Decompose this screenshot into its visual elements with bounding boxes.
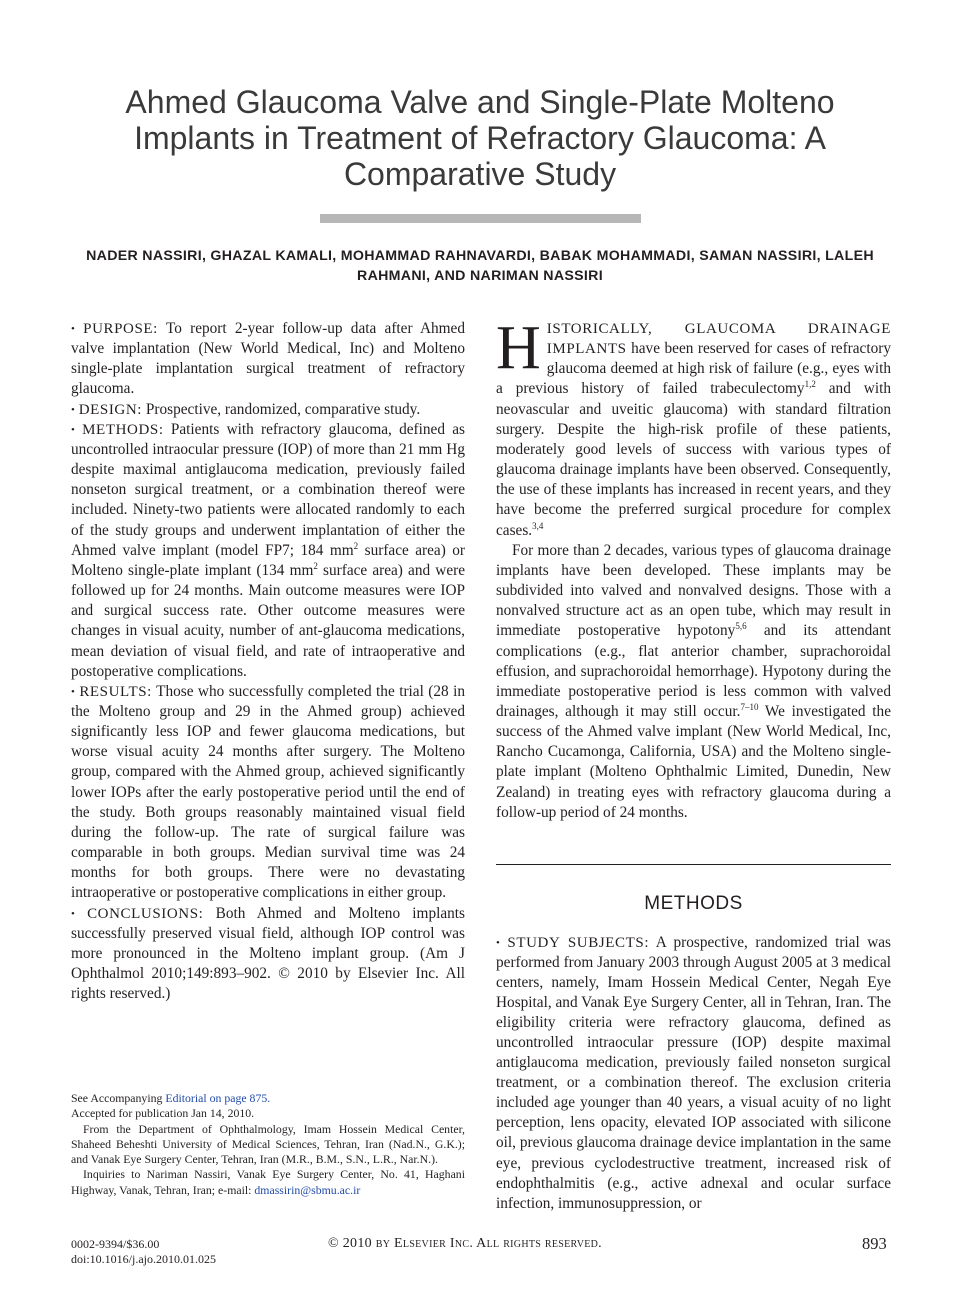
- design-text: Prospective, randomized, comparative study.: [145, 400, 421, 418]
- intro-text: have been reserved for cases of refractory glaucoma deemed at high risk of failure (e.g., eyes with a previous history of failed trabeculectomy: [496, 340, 891, 398]
- intro-text: For more than 2 decades, various types of glaucoma drainage implants have been developed. These implants may be subdivided into valved and nonvalved designs. Those with a nonvalved structure act as an open tube, which may result in immediate postoperative hypotony: [496, 541, 891, 640]
- abstract-design: [71, 400, 465, 420]
- bullet-icon: •: [71, 907, 75, 920]
- methods-label: METHODS:: [82, 421, 164, 438]
- citation: 3,4: [532, 520, 544, 531]
- superscript: 2: [353, 540, 359, 551]
- intro-text: and its attendant complications (e.g., flat anterior chamber, suprachoroidal effusion, and suprachoroidal hemorrhage). Hypotony during the immediate postoperative period is less common with valved drainages, although it may still occur.: [496, 622, 891, 720]
- article-title: Ahmed Glaucoma Valve and Single-Plate Molteno Implants in Treatment of Refractory Glaucoma: A Comparative Study: [125, 84, 835, 192]
- methods-text: Patients with refractory glaucoma, defined as uncontrolled intraocular pressure (IOP) of more than 21 mm Hg despite maximal antiglaucoma medication, previously failed nonseton surgical treatment, or a combination thereof were included. Ninety-two patients were allocated randomly to each of the study groups and underwent implantation of either the Ahmed valve implant (model FP7; 184 mm: [71, 420, 465, 559]
- section-divider: [496, 864, 891, 865]
- abstract-results: [71, 682, 465, 904]
- inquiries: [71, 1167, 465, 1198]
- methods-text: surface area) and were followed up for 24 months. Main outcome measures were IOP and surgical success rate. Other outcome measures were changes in visual acuity, number of ant-glaucoma medications, mean deviation of visual field, and rate of intraoperative and postoperative complications.: [71, 561, 465, 680]
- editorial-link[interactable]: Editorial on page 875.: [165, 1091, 271, 1105]
- copyright: © 2010 by Elsevier Inc. All rights reserved.: [328, 1236, 602, 1251]
- doi: doi:10.1016/j.ajo.2010.01.025: [71, 1252, 216, 1266]
- abstract-methods: [71, 420, 465, 682]
- results-text: Those who successfully completed the trial (28 in the Molteno group and 29 in the Ahmed group) achieved significantly less IOP and fewer glaucoma medications, but worse visual acuity 24 months after surgery. The Molteno group, compared with the Ahmed group, achieved significantly lower IOPs after the early postoperative period until the end of the study. Both groups reasonably maintained visual field during the follow-up. The rate of surgical failure was comparable in both groups. Median survival time was 24 months for both groups. There were no devastating intraoperative or postoperative complications in either group.: [71, 682, 465, 902]
- title-divider: [320, 214, 641, 223]
- introduction: [496, 314, 891, 823]
- methods-study-subjects: [496, 933, 891, 1214]
- intro-paragraph-1: [496, 314, 891, 541]
- intro-text: We investigated the success of the Ahmed valve implant (New World Medical, Inc, Rancho Cucamonga, California, USA) and the Molteno single-plate implant (Molteno Ophthalmic Limited, Dunedin, New Zealand) in treating eyes with refractory glaucoma during a follow-up period of 24 months.: [496, 702, 891, 821]
- bullet-icon: •: [71, 403, 75, 416]
- citation: 1,2: [804, 379, 816, 390]
- note-text: See Accompanying: [71, 1091, 166, 1105]
- bullet-icon: •: [71, 685, 75, 698]
- abstract-purpose: [71, 319, 465, 400]
- abstract-conclusions: [71, 904, 465, 1005]
- bullet-icon: •: [71, 323, 75, 335]
- footer-identifiers: [71, 1237, 216, 1267]
- conclusions-label: CONCLUSIONS:: [87, 905, 204, 922]
- study-subjects-label: STUDY SUBJECTS:: [507, 935, 650, 951]
- see-accompanying: [71, 1091, 465, 1106]
- design-label: DESIGN:: [78, 401, 143, 418]
- study-subjects-text: A prospective, randomized trial was performed from January 2003 through August 2005 at 3 medical centers, namely, Imam Hossein Medical Center, Negah Eye Hospital, and Vanak Eye Surgery Center, all in Tehran, Iran. The eligibility criteria were refractory glaucoma, defined as uncontrolled intraocular pressure (IOP) despite maximal antiglaucoma medication, previously failed nonseton surgical treatment, or a combination thereof. The exclusion criteria included age younger than 40 years, a visual acuity of no light perception, lens opacity, elevated IOP associated with silicone oil, previous glaucoma drainage device implantation in the same eye, previous cyclodestructive treatment, increased risk of endophthalmitis (e.g., active adnexal and ocular surface infection, immunosuppression, or: [496, 934, 891, 1212]
- email-link[interactable]: dmassirin@sbmu.ac.ir: [254, 1182, 361, 1197]
- affiliation: From the Department of Ophthalmology, Imam Hossein Medical Center, Shaheed Beheshti University of Medical Sciences, Tehran, Iran (Nad.N., G.K.); and Vanak Eye Surgery Center, Tehran, Iran (M.R., B.M., S.N., L.R., Nar.N.).: [71, 1121, 465, 1167]
- results-label: RESULTS:: [79, 683, 152, 700]
- issn: 0002-9394/$36.00: [71, 1237, 160, 1251]
- intro-text: and with neovascular and uveitic glaucoma) with standard filtration surgery. Despite the high-risk profile of these patients, moderately good levels of success with various types of glaucoma drainage implants have been observed. Consequently, the use of these implants has increased in recent years, and they have become the preferred surgical procedure for complex cases.: [496, 380, 891, 539]
- bullet-icon: •: [496, 937, 500, 949]
- purpose-label: PURPOSE:: [83, 321, 158, 337]
- drop-cap: H: [496, 314, 541, 382]
- methods-text: surface area) or Molteno single-plate implant (134 mm: [71, 541, 465, 579]
- article-notes: [71, 1091, 465, 1198]
- lead-caps: ISTORICALLY, GLAUCOMA DRAINAGE IMPLANTS: [546, 321, 891, 358]
- author-list: NADER NASSIRI, GHAZAL KAMALI, MOHAMMAD RAHNAVARDI, BABAK MOHAMMADI, SAMAN NASSIRI, LALEH RAHMANI, AND NARIMAN NASSIRI: [86, 248, 874, 284]
- purpose-text: To report 2-year follow-up data after Ahmed valve implantation (New World Medical, Inc) and Molteno single-plate implantation surgical treatment of refractory glaucoma.: [71, 320, 465, 398]
- citation: 7–10: [740, 701, 759, 712]
- page-number: 893: [862, 1234, 887, 1253]
- note-text: Inquiries to Nariman Nassiri, Vanak Eye Surgery Center, No. 41, Haghani Highway, Vanak, Tehran, Iran; e-mail:: [71, 1167, 465, 1197]
- accepted-date: Accepted for publication Jan 14, 2010.: [71, 1106, 255, 1121]
- citation: 5,6: [735, 621, 747, 632]
- superscript: 2: [313, 560, 318, 571]
- methods-heading: METHODS: [644, 893, 743, 914]
- abstract: [71, 319, 465, 1004]
- intro-paragraph-2: [496, 541, 891, 823]
- conclusions-text: Both Ahmed and Molteno implants successfully preserved visual field, although IOP control was more pronounced in the Molteno implant group. (Am J Ophthalmol 2010;149:893–902. © 2010 by Elsevier Inc. All rights reserved.): [71, 904, 465, 1003]
- bullet-icon: •: [71, 423, 75, 436]
